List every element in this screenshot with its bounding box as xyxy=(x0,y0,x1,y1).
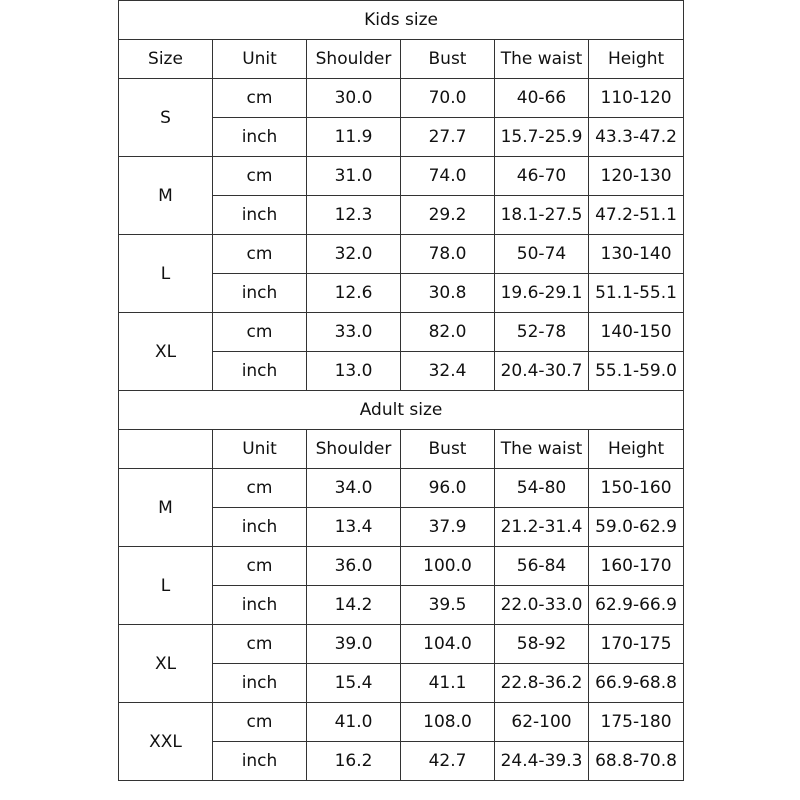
waist-cell: 15.7-25.9 xyxy=(495,118,589,157)
kids-section-title: Kids size xyxy=(119,1,684,40)
unit-cell: inch xyxy=(213,508,307,547)
height-cell: 51.1-55.1 xyxy=(589,274,684,313)
bust-cell: 37.9 xyxy=(401,508,495,547)
kids-title-row xyxy=(119,1,684,40)
bust-cell: 82.0 xyxy=(401,313,495,352)
bust-cell: 30.8 xyxy=(401,274,495,313)
unit-cell: inch xyxy=(213,274,307,313)
table-row xyxy=(119,157,684,196)
size-label: L xyxy=(119,235,213,313)
column-header-shoulder: Shoulder xyxy=(307,40,401,79)
unit-cell: inch xyxy=(213,664,307,703)
waist-cell: 62-100 xyxy=(495,703,589,742)
bust-cell: 108.0 xyxy=(401,703,495,742)
table-row xyxy=(119,469,684,508)
column-header-size: Size xyxy=(119,40,213,79)
waist-cell: 58-92 xyxy=(495,625,589,664)
column-header-bust: Bust xyxy=(401,40,495,79)
size-label: L xyxy=(119,547,213,625)
height-cell: 170-175 xyxy=(589,625,684,664)
bust-cell: 100.0 xyxy=(401,547,495,586)
waist-cell: 22.8-36.2 xyxy=(495,664,589,703)
bust-cell: 78.0 xyxy=(401,235,495,274)
bust-cell: 39.5 xyxy=(401,586,495,625)
table-row xyxy=(119,313,684,352)
size-label: M xyxy=(119,157,213,235)
waist-cell: 54-80 xyxy=(495,469,589,508)
waist-cell: 50-74 xyxy=(495,235,589,274)
bust-cell: 74.0 xyxy=(401,157,495,196)
shoulder-cell: 16.2 xyxy=(307,742,401,781)
shoulder-cell: 15.4 xyxy=(307,664,401,703)
unit-cell: cm xyxy=(213,235,307,274)
column-header-height: Height xyxy=(589,40,684,79)
adult-section-title: Adult size xyxy=(119,391,684,430)
size-label: XL xyxy=(119,625,213,703)
height-cell: 150-160 xyxy=(589,469,684,508)
unit-cell: inch xyxy=(213,196,307,235)
shoulder-cell: 34.0 xyxy=(307,469,401,508)
table-row xyxy=(119,235,684,274)
unit-cell: inch xyxy=(213,352,307,391)
column-header-waist: The waist xyxy=(495,430,589,469)
height-cell: 55.1-59.0 xyxy=(589,352,684,391)
shoulder-cell: 13.0 xyxy=(307,352,401,391)
height-cell: 160-170 xyxy=(589,547,684,586)
shoulder-cell: 36.0 xyxy=(307,547,401,586)
shoulder-cell: 41.0 xyxy=(307,703,401,742)
kids-header-row xyxy=(119,40,684,79)
unit-cell: cm xyxy=(213,703,307,742)
size-label: XXL xyxy=(119,703,213,781)
height-cell: 59.0-62.9 xyxy=(589,508,684,547)
size-label: M xyxy=(119,469,213,547)
shoulder-cell: 39.0 xyxy=(307,625,401,664)
shoulder-cell: 31.0 xyxy=(307,157,401,196)
unit-cell: inch xyxy=(213,742,307,781)
bust-cell: 27.7 xyxy=(401,118,495,157)
shoulder-cell: 12.6 xyxy=(307,274,401,313)
column-header-unit: Unit xyxy=(213,40,307,79)
table-row xyxy=(119,703,684,742)
shoulder-cell: 13.4 xyxy=(307,508,401,547)
column-header-height: Height xyxy=(589,430,684,469)
height-cell: 68.8-70.8 xyxy=(589,742,684,781)
waist-cell: 19.6-29.1 xyxy=(495,274,589,313)
column-header-shoulder: Shoulder xyxy=(307,430,401,469)
size-chart-table xyxy=(118,0,684,781)
shoulder-cell: 33.0 xyxy=(307,313,401,352)
unit-cell: cm xyxy=(213,547,307,586)
bust-cell: 29.2 xyxy=(401,196,495,235)
adult-header-row xyxy=(119,430,684,469)
unit-cell: cm xyxy=(213,79,307,118)
bust-cell: 104.0 xyxy=(401,625,495,664)
height-cell: 140-150 xyxy=(589,313,684,352)
bust-cell: 41.1 xyxy=(401,664,495,703)
table-row xyxy=(119,547,684,586)
shoulder-cell: 32.0 xyxy=(307,235,401,274)
bust-cell: 70.0 xyxy=(401,79,495,118)
shoulder-cell: 30.0 xyxy=(307,79,401,118)
waist-cell: 20.4-30.7 xyxy=(495,352,589,391)
waist-cell: 56-84 xyxy=(495,547,589,586)
waist-cell: 21.2-31.4 xyxy=(495,508,589,547)
table-row xyxy=(119,79,684,118)
table-row xyxy=(119,625,684,664)
waist-cell: 52-78 xyxy=(495,313,589,352)
unit-cell: inch xyxy=(213,118,307,157)
shoulder-cell: 11.9 xyxy=(307,118,401,157)
waist-cell: 46-70 xyxy=(495,157,589,196)
height-cell: 47.2-51.1 xyxy=(589,196,684,235)
bust-cell: 96.0 xyxy=(401,469,495,508)
unit-cell: cm xyxy=(213,313,307,352)
column-header-unit: Unit xyxy=(213,430,307,469)
waist-cell: 24.4-39.3 xyxy=(495,742,589,781)
column-header-bust: Bust xyxy=(401,430,495,469)
column-header-waist: The waist xyxy=(495,40,589,79)
height-cell: 110-120 xyxy=(589,79,684,118)
height-cell: 62.9-66.9 xyxy=(589,586,684,625)
height-cell: 175-180 xyxy=(589,703,684,742)
waist-cell: 22.0-33.0 xyxy=(495,586,589,625)
size-label: XL xyxy=(119,313,213,391)
size-label: S xyxy=(119,79,213,157)
shoulder-cell: 14.2 xyxy=(307,586,401,625)
bust-cell: 32.4 xyxy=(401,352,495,391)
height-cell: 120-130 xyxy=(589,157,684,196)
column-header-size xyxy=(119,430,213,469)
unit-cell: inch xyxy=(213,586,307,625)
height-cell: 43.3-47.2 xyxy=(589,118,684,157)
unit-cell: cm xyxy=(213,469,307,508)
size-chart-body xyxy=(119,1,684,781)
unit-cell: cm xyxy=(213,625,307,664)
unit-cell: cm xyxy=(213,157,307,196)
adult-title-row xyxy=(119,391,684,430)
shoulder-cell: 12.3 xyxy=(307,196,401,235)
height-cell: 130-140 xyxy=(589,235,684,274)
bust-cell: 42.7 xyxy=(401,742,495,781)
waist-cell: 40-66 xyxy=(495,79,589,118)
waist-cell: 18.1-27.5 xyxy=(495,196,589,235)
height-cell: 66.9-68.8 xyxy=(589,664,684,703)
